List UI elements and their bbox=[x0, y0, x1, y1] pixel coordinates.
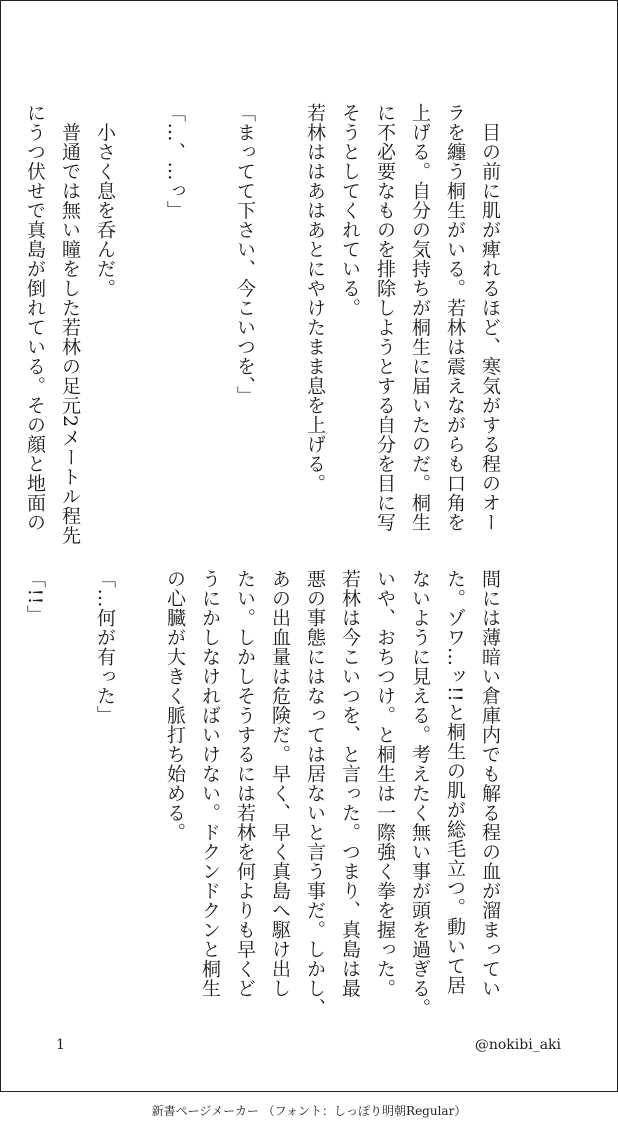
author-handle: @nokibi_aki bbox=[474, 1037, 561, 1053]
footer-credit: 新書ページメーカー （フォント：しっぽり明朝Regular） bbox=[151, 1104, 467, 1118]
text-line: 上げる。自分の気持ちが桐生に届いたのだ。桐生 bbox=[409, 103, 431, 532]
text-line: ラを纏う桐生がいる。若林は震えながらも口角を bbox=[444, 103, 466, 532]
text-line: 若林は今こいつを、と言った。つまり、真島は最 bbox=[339, 569, 361, 998]
text-line bbox=[262, 103, 297, 563]
text-line: の心臓が大きく脈打ち始める。 bbox=[164, 569, 186, 842]
text-line: ないように見える。考えたく無い事が頭を過ぎる。 bbox=[409, 569, 431, 1018]
text-line: 「…、…っ」 bbox=[164, 103, 186, 220]
text-line bbox=[192, 103, 227, 563]
text-line bbox=[0, 569, 17, 1029]
text-line bbox=[52, 569, 87, 1029]
text-line: 若林ははあはあとにやけたまま息を上げる。 bbox=[304, 103, 326, 493]
text-line: た。ゾワ…ッ!!と桐生の肌が総毛立つ。動いて居 bbox=[444, 569, 466, 995]
text-line: いや、おちつけ。と桐生は一際強く拳を握った。 bbox=[374, 569, 396, 998]
vertical-text-upper-block bbox=[17, 103, 507, 563]
text-line: うにかしなければいけない。ドクンドクンと桐生 bbox=[199, 569, 221, 998]
text-line: 「!!」 bbox=[24, 569, 46, 625]
vertical-text-lower-block bbox=[0, 569, 507, 1029]
text-line: 間には薄暗い倉庫内でも解る程の血が溜まってい bbox=[479, 569, 501, 998]
text-line: そうとしてくれている。 bbox=[339, 103, 361, 318]
text-line: たい。しかしそうするには若林を何よりも早くど bbox=[234, 569, 256, 998]
text-line: 小さく息を呑んだ。 bbox=[94, 103, 116, 298]
text-line: 「…何が有った」 bbox=[94, 569, 116, 725]
text-line bbox=[122, 569, 157, 1029]
text-line: に不必要なものを排除しようとする自分を目に写 bbox=[374, 103, 396, 532]
page-number: 1 bbox=[56, 1037, 65, 1053]
text-line: あの出血量は危険だ。早く、早く真島へ駆け出し bbox=[269, 569, 291, 998]
text-line: 普通では無い瞳をした若林の足元2メートル程先 bbox=[59, 103, 81, 545]
text-line: にうつ伏せで真島が倒れている。その顔と地面の bbox=[24, 103, 46, 532]
text-line: 「まってて下さい、今こいつを、」 bbox=[234, 103, 256, 406]
text-line bbox=[122, 103, 157, 563]
text-line: 目の前に肌が痺れるほど、寒気がする程のオー bbox=[479, 103, 501, 532]
text-line: 悪の事態にはなっては居ないと言う事だ。しかし、 bbox=[304, 569, 326, 1018]
